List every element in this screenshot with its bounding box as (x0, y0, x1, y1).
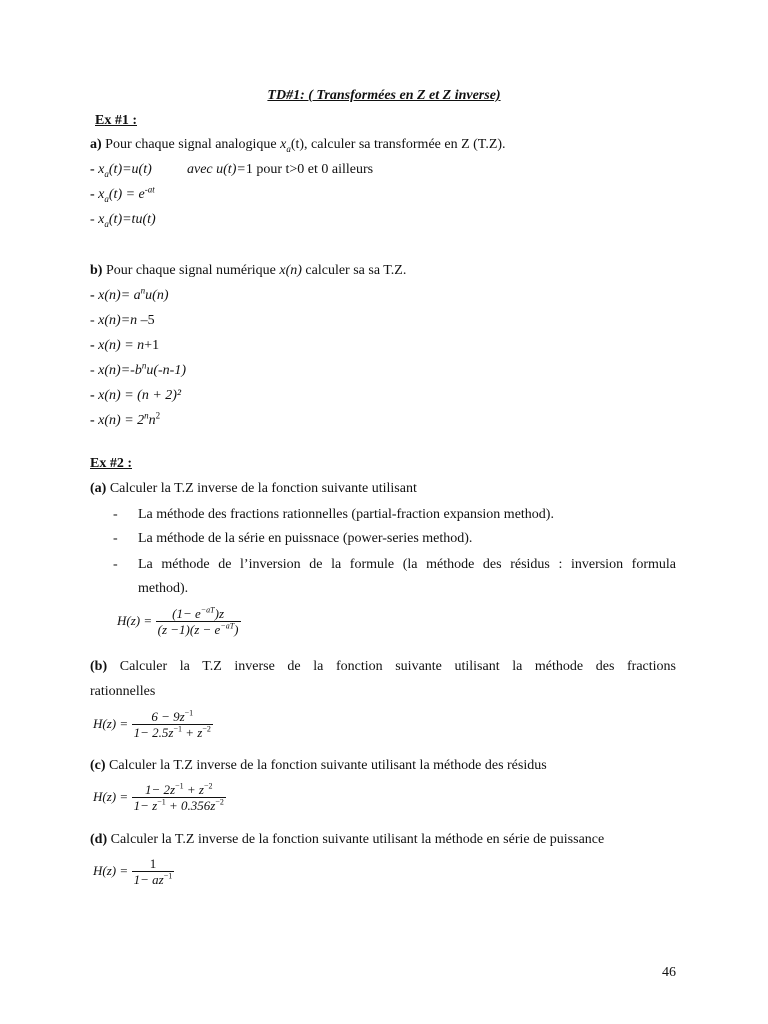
ex2-part-b-statement: (b) Calculer la T.Z inverse de la fonction suivante utilisant la méthode des fractions (90, 659, 676, 674)
ex2-method-3: La méthode de l’inversion de la formule (la méthode des résidus : inversion formula (138, 557, 676, 572)
ex1-a-item-1-note: avec u(t)=1 pour t>0 et 0 ailleurs (187, 162, 374, 177)
ex1-b-item-6: - $x(n) = 2^nn^2$ (90, 410, 161, 428)
ex1-b-item-4: - $x(n)=-b^nu(-n-1)$ (90, 360, 186, 378)
ex2-method-2: La méthode de la série en puissnace (power-series method). (138, 531, 473, 546)
equation-a-denominator: $(z -1)(z - e^{-aT})$ (157, 621, 239, 637)
ex2-part-d-statement: (d) Calculer la T.Z inverse de la fonction suivante utilisant la méthode en série de puissance (90, 832, 605, 847)
ex1-b-item-1: - $x(n)= a^nu(n)$ (90, 285, 169, 303)
ex2-method-3-continued: method). (138, 581, 189, 596)
equation-a: H(z) = $\frac{(1- e^{-aT})z}{(z -1)(z - e^{-aT})}$ (117, 605, 239, 637)
equation-a-numerator: $(1- e^{-aT})z$ (172, 605, 225, 621)
page-title: TD#1: ( Transformées en Z et Z inverse) (267, 88, 501, 103)
equation-d-denominator: $1- az^{-1}$ (133, 871, 173, 887)
exercise-1-heading: Ex #1 : (95, 113, 137, 128)
ex1-b-item-3: - x(n) = n+1 (90, 338, 160, 353)
equation-b-numerator: $6 - 9z^{-1}$ (151, 708, 194, 724)
equation-a-fraction (156, 606, 241, 638)
ex1-b-item-5: - x(n) = (n + 2)² (90, 388, 182, 403)
equation-b-fraction (132, 709, 213, 741)
ex1-part-b-statement: b) Pour chaque signal numérique x(n) calculer sa sa T.Z. (90, 263, 407, 278)
equation-c-numerator: $1- 2z^{-1} + z^{-2}$ (145, 781, 213, 797)
equation-b-denominator: $1- 2.5z^{-1} + z^{-2}$ (133, 724, 211, 740)
equation-c-denominator: $1- z^{-1} + 0.356z^{-2}$ (133, 797, 224, 813)
ex1-a-item-2: - $x_a(t) = e^{-at}$ (90, 184, 155, 204)
ex2-method-3-dash: - (113, 557, 118, 572)
exercise-2-heading: Ex #2 : (90, 456, 132, 471)
ex2-method-1: La méthode des fractions rationnelles (partial-fraction expansion method). (138, 507, 554, 522)
equation-c-fraction (132, 782, 226, 814)
ex1-part-a-statement: a) Pour chaque signal analogique $x_a(t)$, calculer sa transformée en Z (T.Z). (90, 137, 506, 154)
ex1-b-item-2: - x(n)=n –5 (90, 313, 155, 328)
ex2-part-a-statement: (a) Calculer la T.Z inverse de la fonction suivante utilisant (90, 481, 417, 496)
equation-c: H(z) = $\frac{1- 2z^{-1} + z^{-2}}{1- z^{-1} + 0.356z^{-2}}$ (93, 781, 224, 813)
ex2-part-b-continued: rationnelles (90, 684, 156, 699)
equation-d-fraction (132, 856, 175, 888)
equation-d-numerator: 1 (149, 856, 157, 871)
ex2-method-2-dash: - (113, 531, 118, 546)
equation-b: H(z) = $\frac{6 - 9z^{-1}}{1- 2.5z^{-1} + z^{-2}}$ (93, 708, 211, 740)
ex2-method-1-dash: - (113, 507, 118, 522)
ex1-a-item-1: - $x_a(t)=u(t)$ (90, 162, 152, 179)
ex2-part-c-statement: (c) Calculer la T.Z inverse de la fonction suivante utilisant la méthode des résidus (90, 758, 547, 773)
ex1-a-item-3: - $x_a(t)=tu(t)$ (90, 212, 156, 229)
equation-d: H(z) = $\frac{1}{1- az^{-1}}$ (93, 856, 173, 887)
page-number: 46 (662, 965, 676, 980)
